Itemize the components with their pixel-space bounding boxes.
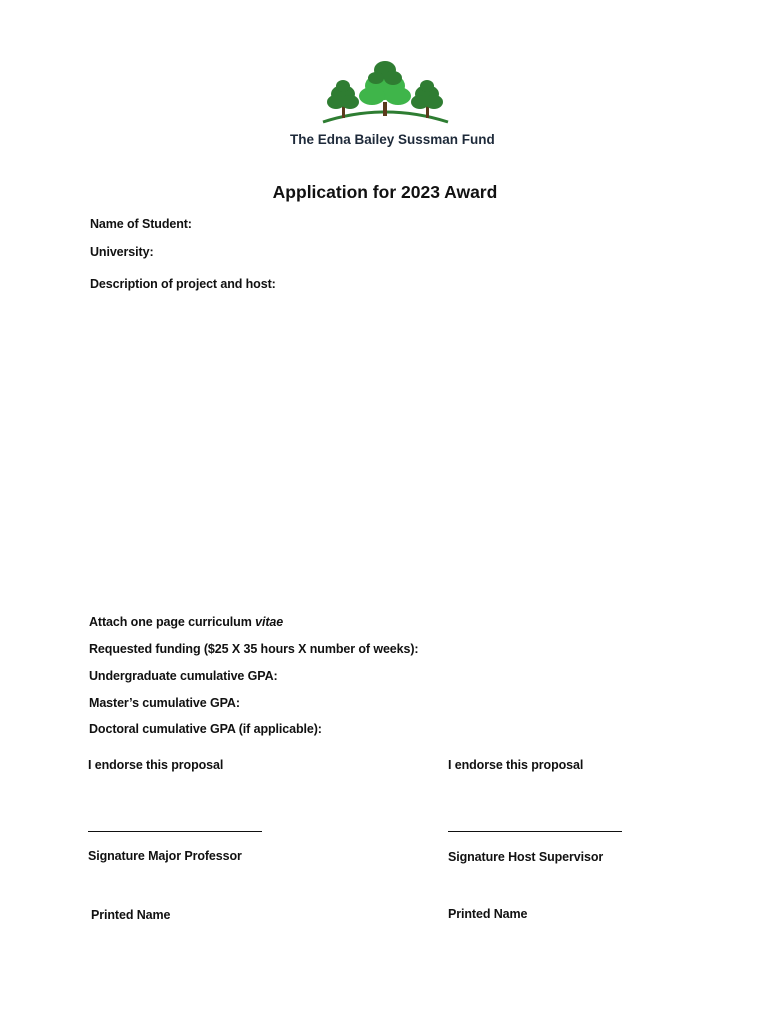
attach-cv-label xyxy=(89,615,283,629)
right-endorse-label: I endorse this proposal xyxy=(448,758,584,772)
university-label: University: xyxy=(90,245,154,259)
page-title: Application for 2023 Award xyxy=(272,182,498,202)
right-signature-line xyxy=(448,831,622,832)
name-of-student-label: Name of Student: xyxy=(90,217,192,231)
left-printed-name-label: Printed Name xyxy=(91,908,171,922)
attach-cv-text: Attach one page curriculum xyxy=(89,615,256,629)
right-printed-name-label: Printed Name xyxy=(448,907,528,921)
fund-logo xyxy=(290,58,495,158)
left-signature-label: Signature Major Professor xyxy=(88,849,242,863)
logo-text: The Edna Bailey Sussman Fund xyxy=(290,132,495,147)
left-signature-line xyxy=(88,831,262,832)
right-signature-label: Signature Host Supervisor xyxy=(448,850,604,864)
masters-gpa-label: Master’s cumulative GPA: xyxy=(89,696,240,710)
description-label: Description of project and host: xyxy=(90,277,276,291)
undergrad-gpa-label: Undergraduate cumulative GPA: xyxy=(89,669,278,683)
attach-cv-vitae: vitae xyxy=(255,615,284,629)
requested-funding-label: Requested funding ($25 X 35 hours X number of weeks): xyxy=(89,642,419,656)
doctoral-gpa-label: Doctoral cumulative GPA (if applicable): xyxy=(89,722,322,736)
trees-logo-icon xyxy=(290,58,480,130)
left-endorse-label: I endorse this proposal xyxy=(88,758,224,772)
